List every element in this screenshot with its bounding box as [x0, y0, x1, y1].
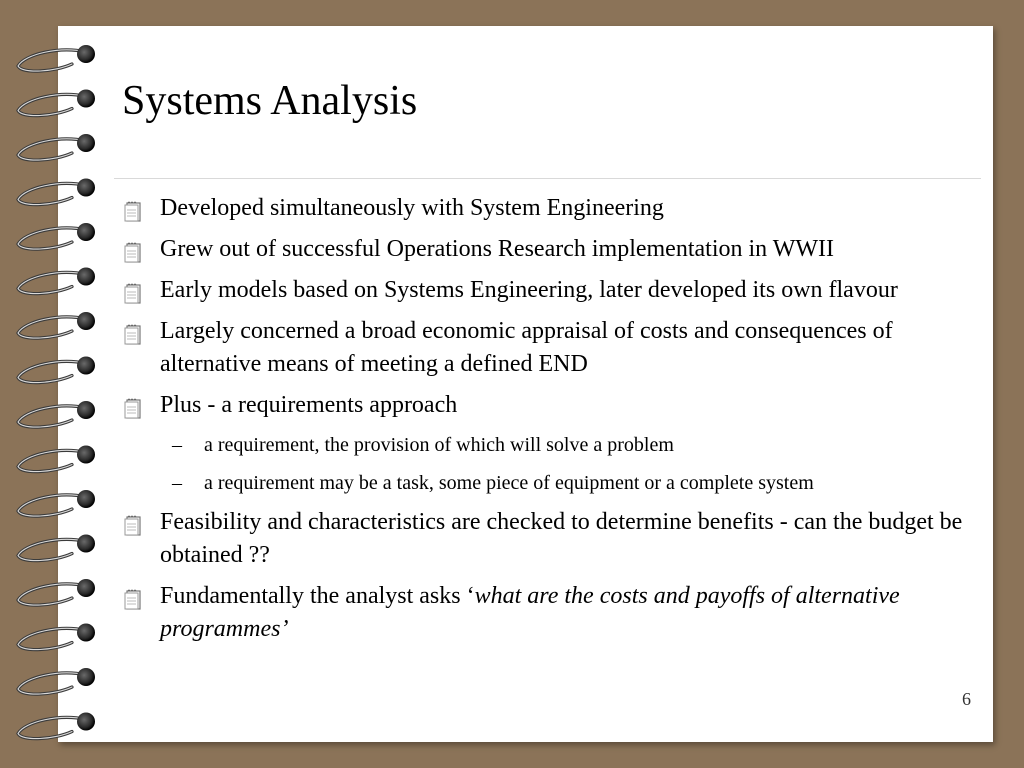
spiral-ring [18, 713, 95, 739]
title-divider [114, 178, 981, 179]
bullet-text-italic: what are the costs and payoffs of alternative programmes’ [160, 583, 900, 642]
bullet-item [120, 580, 972, 646]
spiral-ring [18, 446, 95, 472]
dash-glyph: – [172, 472, 182, 494]
spiral-ring [18, 357, 95, 383]
spiral-ring [18, 490, 95, 516]
bullet-item [120, 315, 972, 381]
bullet-item [120, 506, 972, 572]
slide-page [58, 26, 993, 742]
sub-bullet-text: a requirement may be a task, some piece of equipment or a complete system [204, 472, 814, 494]
notepad-icon [122, 589, 144, 611]
spiral-ring [18, 668, 95, 694]
notepad-icon [122, 201, 144, 223]
notepad-icon [122, 324, 144, 346]
bullet-item [120, 389, 972, 422]
spiral-ring [18, 223, 95, 249]
spiral-ring [18, 312, 95, 338]
bullet-text-prefix: Fundamentally the analyst asks ‘ [160, 583, 475, 609]
spiral-ring [18, 179, 95, 205]
spiral-ring [18, 45, 95, 71]
bullet-item [120, 274, 972, 307]
spiral-ring [18, 134, 95, 160]
bullet-list [120, 192, 972, 654]
slide-title: Systems Analysis [122, 78, 418, 124]
bullet-text: Developed simultaneously with System Engineering [160, 195, 664, 221]
spiral-ring [18, 268, 95, 294]
bullet-text: Plus - a requirements approach [160, 392, 458, 418]
page-number: 6 [962, 689, 971, 709]
notepad-icon [122, 515, 144, 537]
dash-glyph: – [172, 434, 182, 456]
sub-bullet-text: a requirement, the provision of which will solve a problem [204, 434, 674, 456]
notepad-icon [122, 398, 144, 420]
bullet-item [120, 233, 972, 266]
spiral-ring [18, 579, 95, 605]
spiral-binding-icon [0, 0, 110, 768]
sub-bullet-item [120, 468, 972, 498]
notepad-icon [122, 283, 144, 305]
sub-bullet-item [120, 430, 972, 460]
spiral-ring [18, 90, 95, 116]
bullet-text: Early models based on Systems Engineering, later developed its own flavour [160, 277, 898, 303]
spiral-ring [18, 535, 95, 561]
spiral-ring [18, 624, 95, 650]
bullet-text: Grew out of successful Operations Research implementation in WWII [160, 236, 835, 262]
bullet-text: Largely concerned a broad economic appraisal of costs and consequences of alternative means of meeting a defined END [160, 318, 893, 377]
bullet-item [120, 192, 972, 225]
spiral-ring [18, 401, 95, 427]
notepad-icon [122, 242, 144, 264]
bullet-text: Feasibility and characteristics are checked to determine benefits - can the budget be obtained ?? [160, 509, 963, 568]
